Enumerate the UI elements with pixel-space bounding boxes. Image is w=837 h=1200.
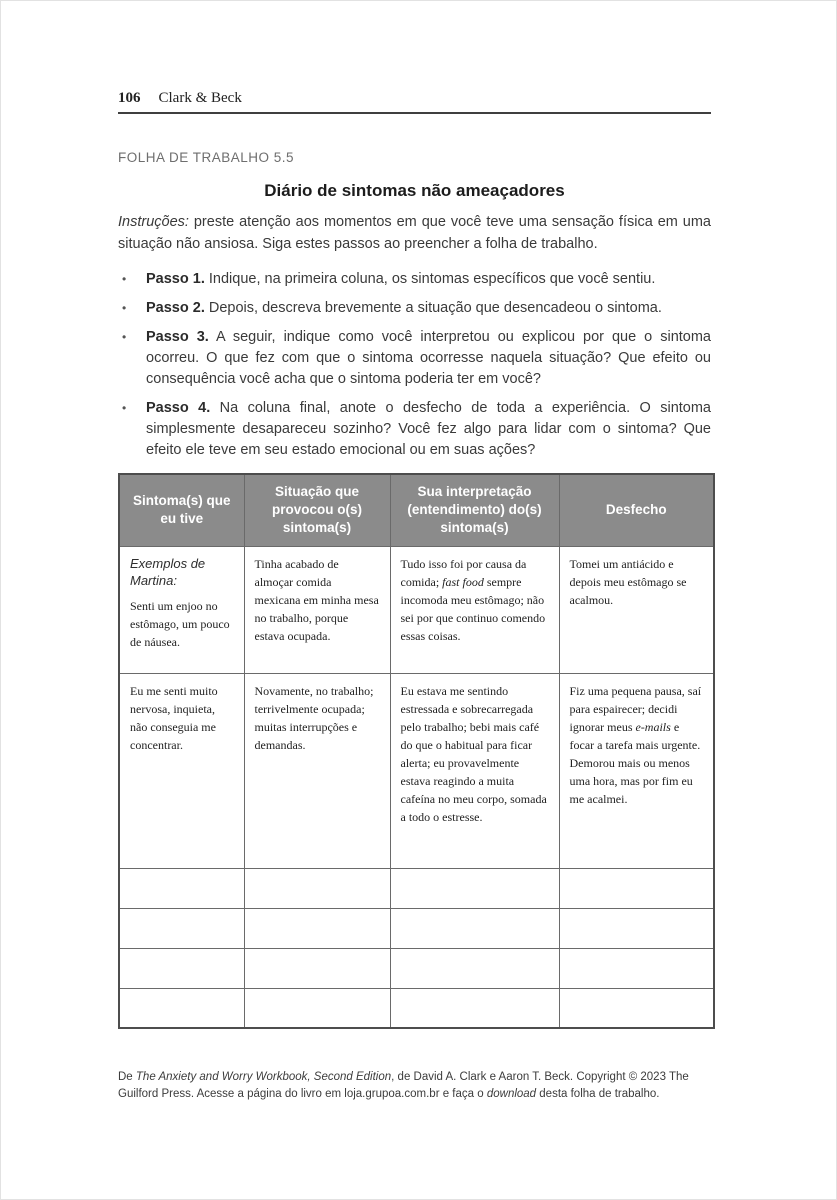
- empty-cell: [390, 988, 559, 1028]
- example-row-1: [119, 546, 714, 673]
- col-header-outcome: Desfecho: [559, 474, 714, 546]
- cell-symptoms-2: [119, 673, 244, 868]
- text-segment: A seguir, indique como você interpretou ou explicou por que o sintoma ocorreu. O que fez com que o sintoma ocorresse naquela situação? Que efeito ou consequência você acha que o sintoma poderia ter em você?: [146, 329, 711, 387]
- text-segment: Eu estava me sentindo estressada e sobrecarregada pelo trabalho; bebi mais café do que o habitual para ficar alerta; eu provavelmente estava reagindo a muita cafeína no meu corpo, somada a todo o estresse.: [400, 683, 547, 824]
- text-segment: Passo 3.: [146, 329, 209, 345]
- cell-interpretation-1: [390, 546, 559, 673]
- text-segment: sempre incomoda meu estômago; não sei por que continuo comendo essas coisas.: [400, 574, 546, 643]
- symptom-table-body: [119, 546, 714, 1028]
- text-segment: Instruções:: [118, 214, 189, 230]
- empty-cell: [119, 868, 244, 908]
- text-segment: The Anxiety and Worry Workbook, Second Edition: [135, 1071, 392, 1084]
- text-segment: fast food: [442, 574, 484, 589]
- empty-cell: [119, 948, 244, 988]
- text-segment: Eu me senti muito nervosa, inquieta, não conseguia me concentrar.: [130, 683, 218, 752]
- empty-cell: [390, 948, 559, 988]
- empty-cell: [559, 948, 714, 988]
- page-title: Diário de sintomas não ameaçadores: [264, 181, 565, 200]
- empty-row: [119, 948, 714, 988]
- cell-situation-2: [244, 673, 390, 868]
- text-segment: Depois, descreva brevemente a situação que desencadeou o sintoma.: [204, 300, 662, 316]
- text-segment: Na coluna final, anote o desfecho de toda a experiência. O sintoma simplesmente desapareceu sozinho? Você fez algo para lidar com o sintoma? Que efeito ele teve em seu estado emocional ou em suas ações?: [146, 400, 711, 458]
- text-segment: Exemplos de Martina:: [130, 555, 206, 589]
- empty-cell: [390, 868, 559, 908]
- steps-list: [118, 269, 711, 461]
- header-row: [119, 474, 714, 546]
- empty-cell: [559, 908, 714, 948]
- cell-outcome-2: [559, 673, 714, 868]
- col-header-interpretation: Sua interpretação (entendimento) do(s) sintoma(s): [390, 474, 559, 546]
- text-segment: , de David A. Clark e Aaron T. Beck. Copyright © 2023 The Guilford Press. Acesse a página do livro em loja.grupoa.com.br e faça o: [118, 1071, 689, 1100]
- footer-credit: [118, 1069, 711, 1102]
- empty-cell: [244, 988, 390, 1028]
- col-header-symptoms: Sintoma(s) que eu tive: [119, 474, 244, 546]
- running-head: [118, 1, 711, 114]
- empty-row: [119, 908, 714, 948]
- text-segment: download: [486, 1087, 537, 1100]
- empty-cell: [244, 868, 390, 908]
- example-row-2: [119, 673, 714, 868]
- empty-row: [119, 868, 714, 908]
- step-item-4: [118, 398, 711, 461]
- text-segment: Passo 4.: [146, 400, 211, 416]
- symptom-table: [118, 473, 715, 1029]
- step-item-2: [118, 298, 711, 319]
- empty-cell: [119, 908, 244, 948]
- text-segment: preste atenção aos momentos em que você teve uma sensação física em uma situação não ansiosa. Siga estes passos ao preencher a folha de trabalho.: [118, 214, 711, 252]
- empty-cell: [244, 948, 390, 988]
- text-segment: e-mails: [635, 719, 671, 734]
- running-head-text: Clark & Beck: [158, 90, 242, 106]
- text-segment: Passo 1.: [146, 271, 205, 287]
- step-item-1: [118, 269, 711, 290]
- symptom-table-header: [119, 474, 714, 546]
- empty-cell: [390, 908, 559, 948]
- page-content: [1, 1, 836, 1102]
- page-number: 106: [118, 90, 141, 106]
- cell-situation-1: [244, 546, 390, 673]
- text-segment: desta folha de trabalho.: [536, 1087, 660, 1100]
- step-item-3: [118, 327, 711, 390]
- text-segment: Tinha acabado de almoçar comida mexicana em minha mesa no trabalho, porque estava ocupada.: [254, 556, 379, 643]
- text-segment: Fiz uma pequena pausa, saí para espairecer; decidi ignorar meus: [569, 683, 702, 734]
- text-segment: De: [118, 1071, 136, 1084]
- col-header-situation: Situação que provocou o(s) sintoma(s): [244, 474, 390, 546]
- cell-symptoms-1: [119, 546, 244, 673]
- cell-interpretation-2: [390, 673, 559, 868]
- text-segment: Indique, na primeira coluna, os sintomas específicos que você sentiu.: [204, 271, 656, 287]
- text-segment: Passo 2.: [146, 300, 205, 316]
- text-segment: e focar a tarefa mais urgente. Demorou mais ou menos uma hora, mas por fim eu me acalmei.: [569, 719, 701, 806]
- text-segment: Novamente, no trabalho; terrivelmente ocupada; muitas interrupções e demandas.: [254, 683, 374, 752]
- header-rule: [118, 112, 711, 114]
- worksheet-label: FOLHA DE TRABALHO 5.5: [118, 150, 295, 165]
- text-segment: Tomei um antiácido e depois meu estômago se acalmou.: [569, 556, 687, 607]
- empty-cell: [559, 988, 714, 1028]
- empty-cell: [559, 868, 714, 908]
- cell-outcome-1: [559, 546, 714, 673]
- empty-cell: [119, 988, 244, 1028]
- instructions-text: [118, 211, 711, 255]
- text-segment: Tudo isso foi por causa da comida;: [400, 556, 527, 589]
- text-segment: Senti um enjoo no estômago, um pouco de náusea.: [130, 598, 230, 649]
- empty-row: [119, 988, 714, 1028]
- empty-cell: [244, 908, 390, 948]
